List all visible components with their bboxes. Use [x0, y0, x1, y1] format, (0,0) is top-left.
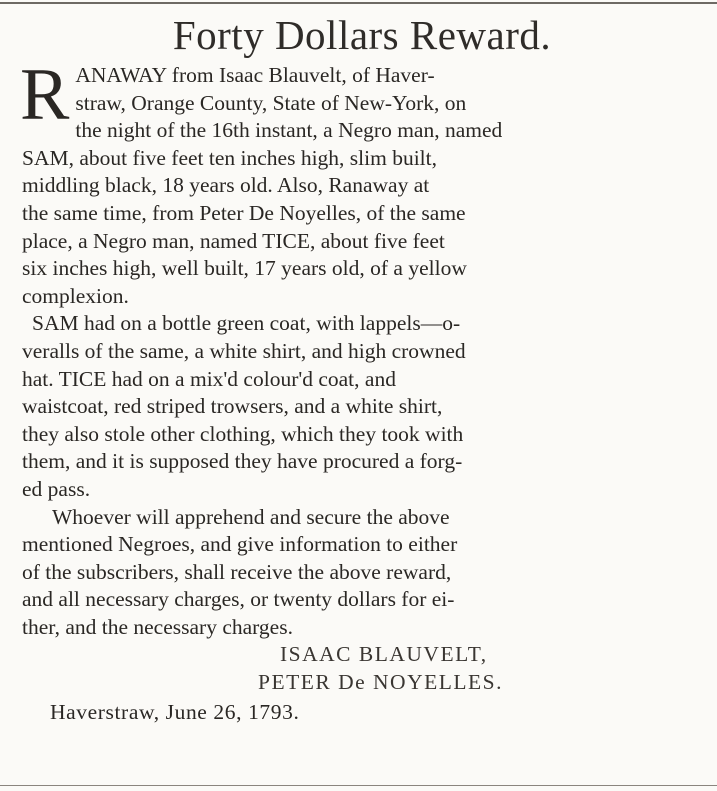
text-line: middling black, 18 years old. Also, Ranaway at [22, 173, 430, 198]
signature-isaac-blauvelt: ISAAC BLAUVELT, [280, 642, 488, 667]
text-line: place, a Negro man, named TICE, about five feet [22, 228, 445, 253]
text-line: ed pass. [22, 476, 91, 501]
paragraph-runaway-notice [20, 54, 702, 310]
text-line: SAM, about five feet ten inches high, slim built, [22, 145, 438, 170]
text-line: complexion. [22, 283, 129, 308]
advertisement [22, 10, 702, 727]
signature-peter-de-noyelles: PETER De NOYELLES. [258, 670, 503, 695]
top-rule [0, 2, 717, 4]
text-line: SAM had on a bottle green coat, with lappels—o- [32, 311, 461, 336]
ad-title: Forty Dollars Reward. [172, 12, 552, 58]
text-line: straw, Orange County, State of New-York, on [75, 90, 467, 115]
text-line: of the subscribers, shall receive the above reward, [22, 559, 452, 584]
drop-cap: R [20, 54, 70, 136]
text-line: veralls of the same, a white shirt, and high crowned [22, 338, 466, 363]
bottom-rule [0, 785, 717, 786]
text-line: Whoever will apprehend and secure the above [52, 504, 450, 529]
text-line: waistcoat, red striped trowsers, and a white shirt, [22, 394, 443, 419]
dateline: Haverstraw, June 26, 1793. [50, 699, 300, 724]
paragraph-clothing [22, 310, 702, 503]
text-line: them, and it is supposed they have procured a forg- [22, 449, 463, 474]
text-line: mentioned Negroes, and give information to either [22, 532, 458, 557]
text-line: the night of the 16th instant, a Negro man, named [75, 118, 503, 143]
text-line: hat. TICE had on a mix'd colour'd coat, and [22, 366, 396, 391]
text-line: ther, and the necessary charges. [22, 614, 293, 639]
text-line: ANAWAY from Isaac Blauvelt, of Haver- [75, 63, 435, 87]
text-line: six inches high, well built, 17 years old, of a yellow [22, 256, 467, 281]
text-line: and all necessary charges, or twenty dollars for ei- [22, 587, 455, 612]
text-line: they also stole other clothing, which they took with [22, 421, 464, 446]
paragraph-reward-terms [22, 504, 702, 642]
text-line: the same time, from Peter De Noyelles, of the same [22, 200, 466, 225]
